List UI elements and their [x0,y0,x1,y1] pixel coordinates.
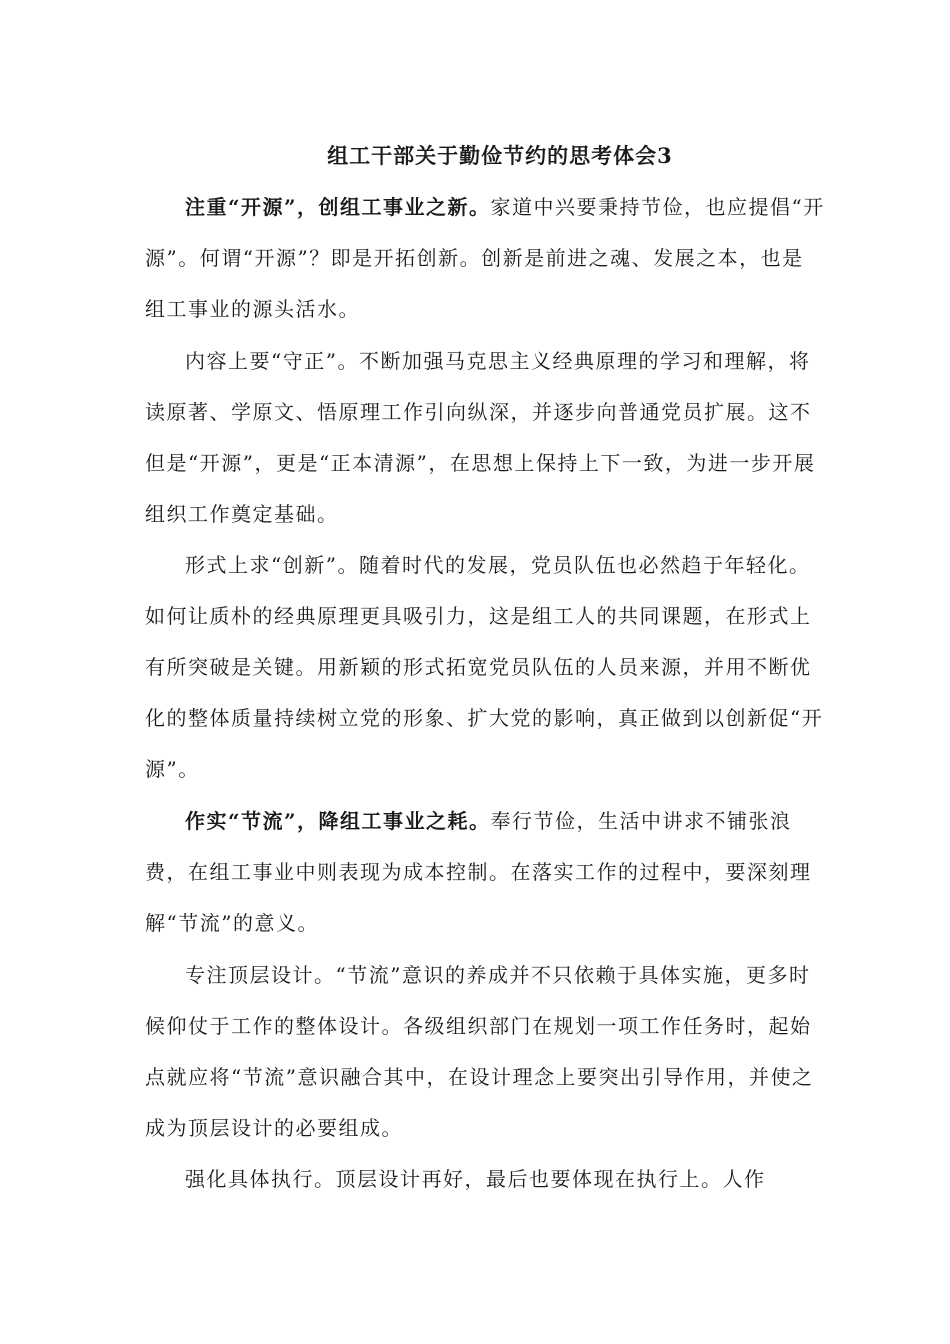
paragraph-4-text: 奉行节俭，生活中讲求不铺张浪费，在组工事业中则表现为成本控制。在落实工作的过程中，要深刻理解“节流”的意义。 [145,809,812,935]
paragraph-3 [145,540,825,795]
paragraph-5-text: 专注顶层设计。“节流”意识的养成并不只依赖于具体实施，更多时候仰仗于工作的整体设计。各级组织部门在规划一项工作任务时，起始点就应将“节流”意识融合其中，在设计理念上要突出引导作用，并使之成为顶层设计的必要组成。 [145,963,814,1140]
paragraph-1-text: 家道中兴要秉持节俭，也应提倡“开源”。何谓“开源”？即是开拓创新。创新是前进之魂、发展之本，也是组工事业的源头活水。 [145,195,825,321]
page-title: 组工干部关于勤俭节约的思考体会3 [327,143,673,168]
paragraph-4-heading: 作实“节流”，降组工事业之耗。 [185,809,491,833]
paragraph-1 [145,182,825,335]
paragraph-4 [145,796,825,949]
paragraph-2-text: 内容上要“守正”。不断加强马克思主义经典原理的学习和理解，将读原著、学原文、悟原理工作引向纵深，并逐步向普通党员扩展。这不但是“开源”，更是“正本清源”，在思想上保持上下一致，为进一步开展组织工作奠定基础。 [145,349,816,526]
paragraph-3-text: 形式上求“创新”。随着时代的发展，党员队伍也必然趋于年轻化。如何让质朴的经典原理更具吸引力，这是组工人的共同课题，在形式上有所突破是关键。用新颖的形式拓宽党员队伍的人员来源，并用不断优化的整体质量持续树立党的形象、扩大党的影响，真正做到以创新促“开源”。 [145,553,824,781]
paragraph-1-heading: 注重“开源”，创组工事业之新。 [185,195,491,219]
paragraph-6 [145,1154,825,1205]
paragraph-5 [145,950,825,1154]
paragraph-6-text: 强化具体执行。顶层设计再好，最后也要体现在执行上。人作 [185,1167,766,1191]
paragraph-2 [145,336,825,540]
